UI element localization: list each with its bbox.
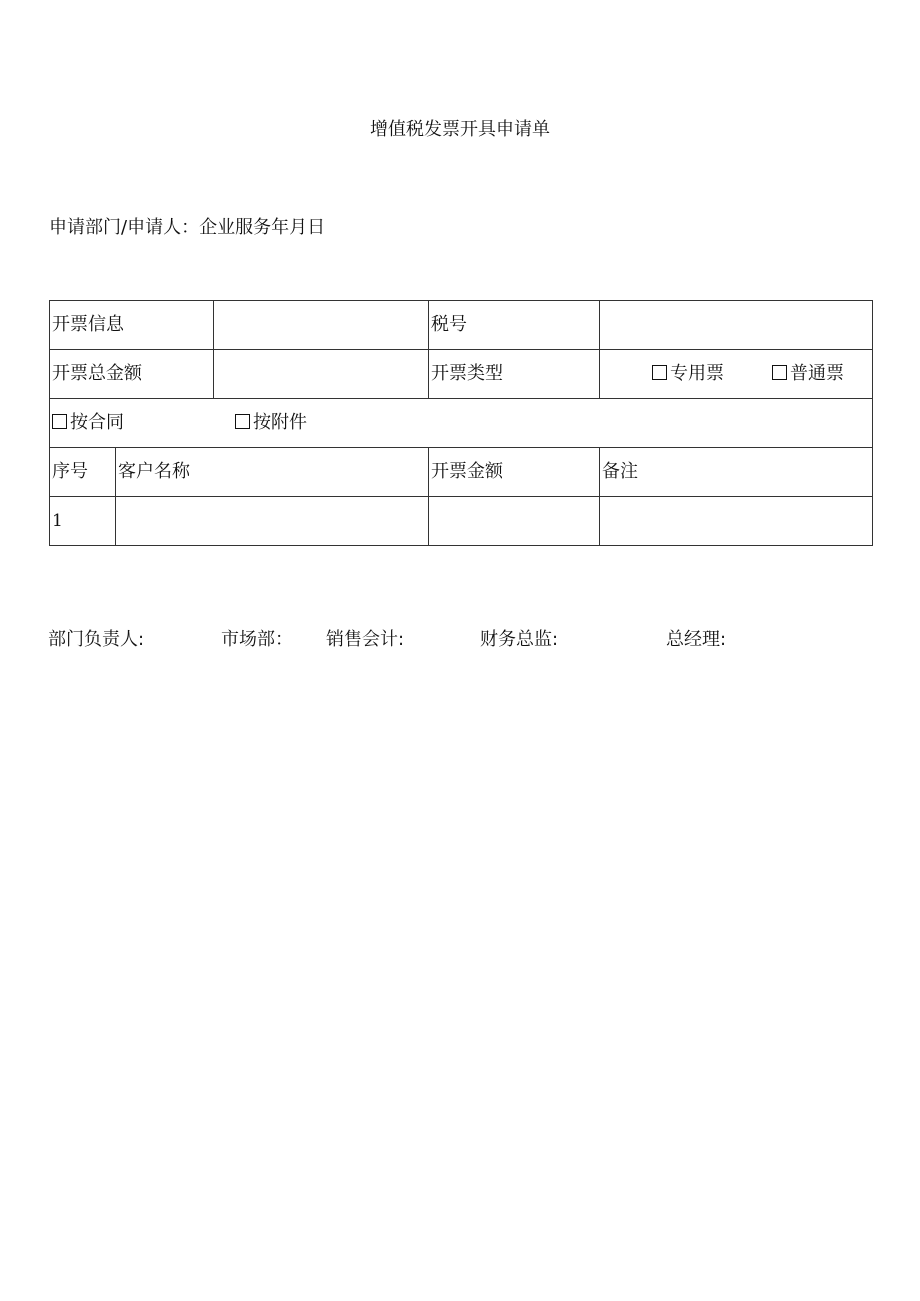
header-serial: 序号 xyxy=(50,448,116,497)
basis-row xyxy=(50,399,873,448)
header-customer-name: 客户名称 xyxy=(116,448,429,497)
signature-line xyxy=(0,627,920,653)
by-contract-label: 按合同 xyxy=(70,412,124,433)
invoice-type-label: 开票类型 xyxy=(429,350,600,399)
applicant-label: 申请部门/申请人： xyxy=(49,217,200,238)
row-invoice-amount[interactable] xyxy=(429,497,600,546)
special-invoice-checkbox[interactable] xyxy=(652,365,667,380)
header-remarks: 备注 xyxy=(600,448,873,497)
by-attachment-checkbox[interactable] xyxy=(235,414,250,429)
signature-general-manager: 总经理: xyxy=(666,629,727,650)
invoice-total-field[interactable] xyxy=(214,350,429,399)
special-invoice-option[interactable] xyxy=(652,362,724,386)
by-contract-checkbox[interactable] xyxy=(52,414,67,429)
row-customer-name[interactable] xyxy=(116,497,429,546)
applicant-value: 企业服务 xyxy=(199,217,272,238)
invoice-form-table xyxy=(49,300,873,546)
invoice-type-options xyxy=(600,350,873,399)
normal-invoice-label: 普通票 xyxy=(790,363,844,384)
row-remarks[interactable] xyxy=(600,497,873,546)
invoice-info-label: 开票信息 xyxy=(50,301,214,350)
invoice-total-label: 开票总金额 xyxy=(50,350,214,399)
normal-invoice-option[interactable] xyxy=(772,362,844,386)
row-serial: 1 xyxy=(50,497,116,546)
normal-invoice-checkbox[interactable] xyxy=(772,365,787,380)
invoice-info-row xyxy=(50,301,873,350)
special-invoice-label: 专用票 xyxy=(670,363,724,384)
header-invoice-amount: 开票金额 xyxy=(429,448,600,497)
by-contract-option[interactable] xyxy=(52,411,235,435)
form-title: 增值税发票开具申请单 xyxy=(370,119,550,140)
signature-finance-director: 财务总监: xyxy=(480,629,559,650)
detail-header-row xyxy=(50,448,873,497)
tax-number-label: 税号 xyxy=(429,301,600,350)
table-row xyxy=(50,497,873,546)
signature-sales-accountant: 销售会计: xyxy=(326,629,405,650)
by-attachment-option[interactable] xyxy=(235,411,307,435)
signature-dept-head: 部门负责人: xyxy=(48,629,145,650)
by-attachment-label: 按附件 xyxy=(253,412,307,433)
basis-options xyxy=(50,399,873,448)
tax-number-field[interactable] xyxy=(600,301,873,350)
application-date: 年月日 xyxy=(271,217,326,238)
invoice-info-field[interactable] xyxy=(214,301,429,350)
signature-marketing: 市场部： xyxy=(221,629,293,650)
invoice-total-row xyxy=(50,350,873,399)
applicant-line xyxy=(49,215,325,241)
